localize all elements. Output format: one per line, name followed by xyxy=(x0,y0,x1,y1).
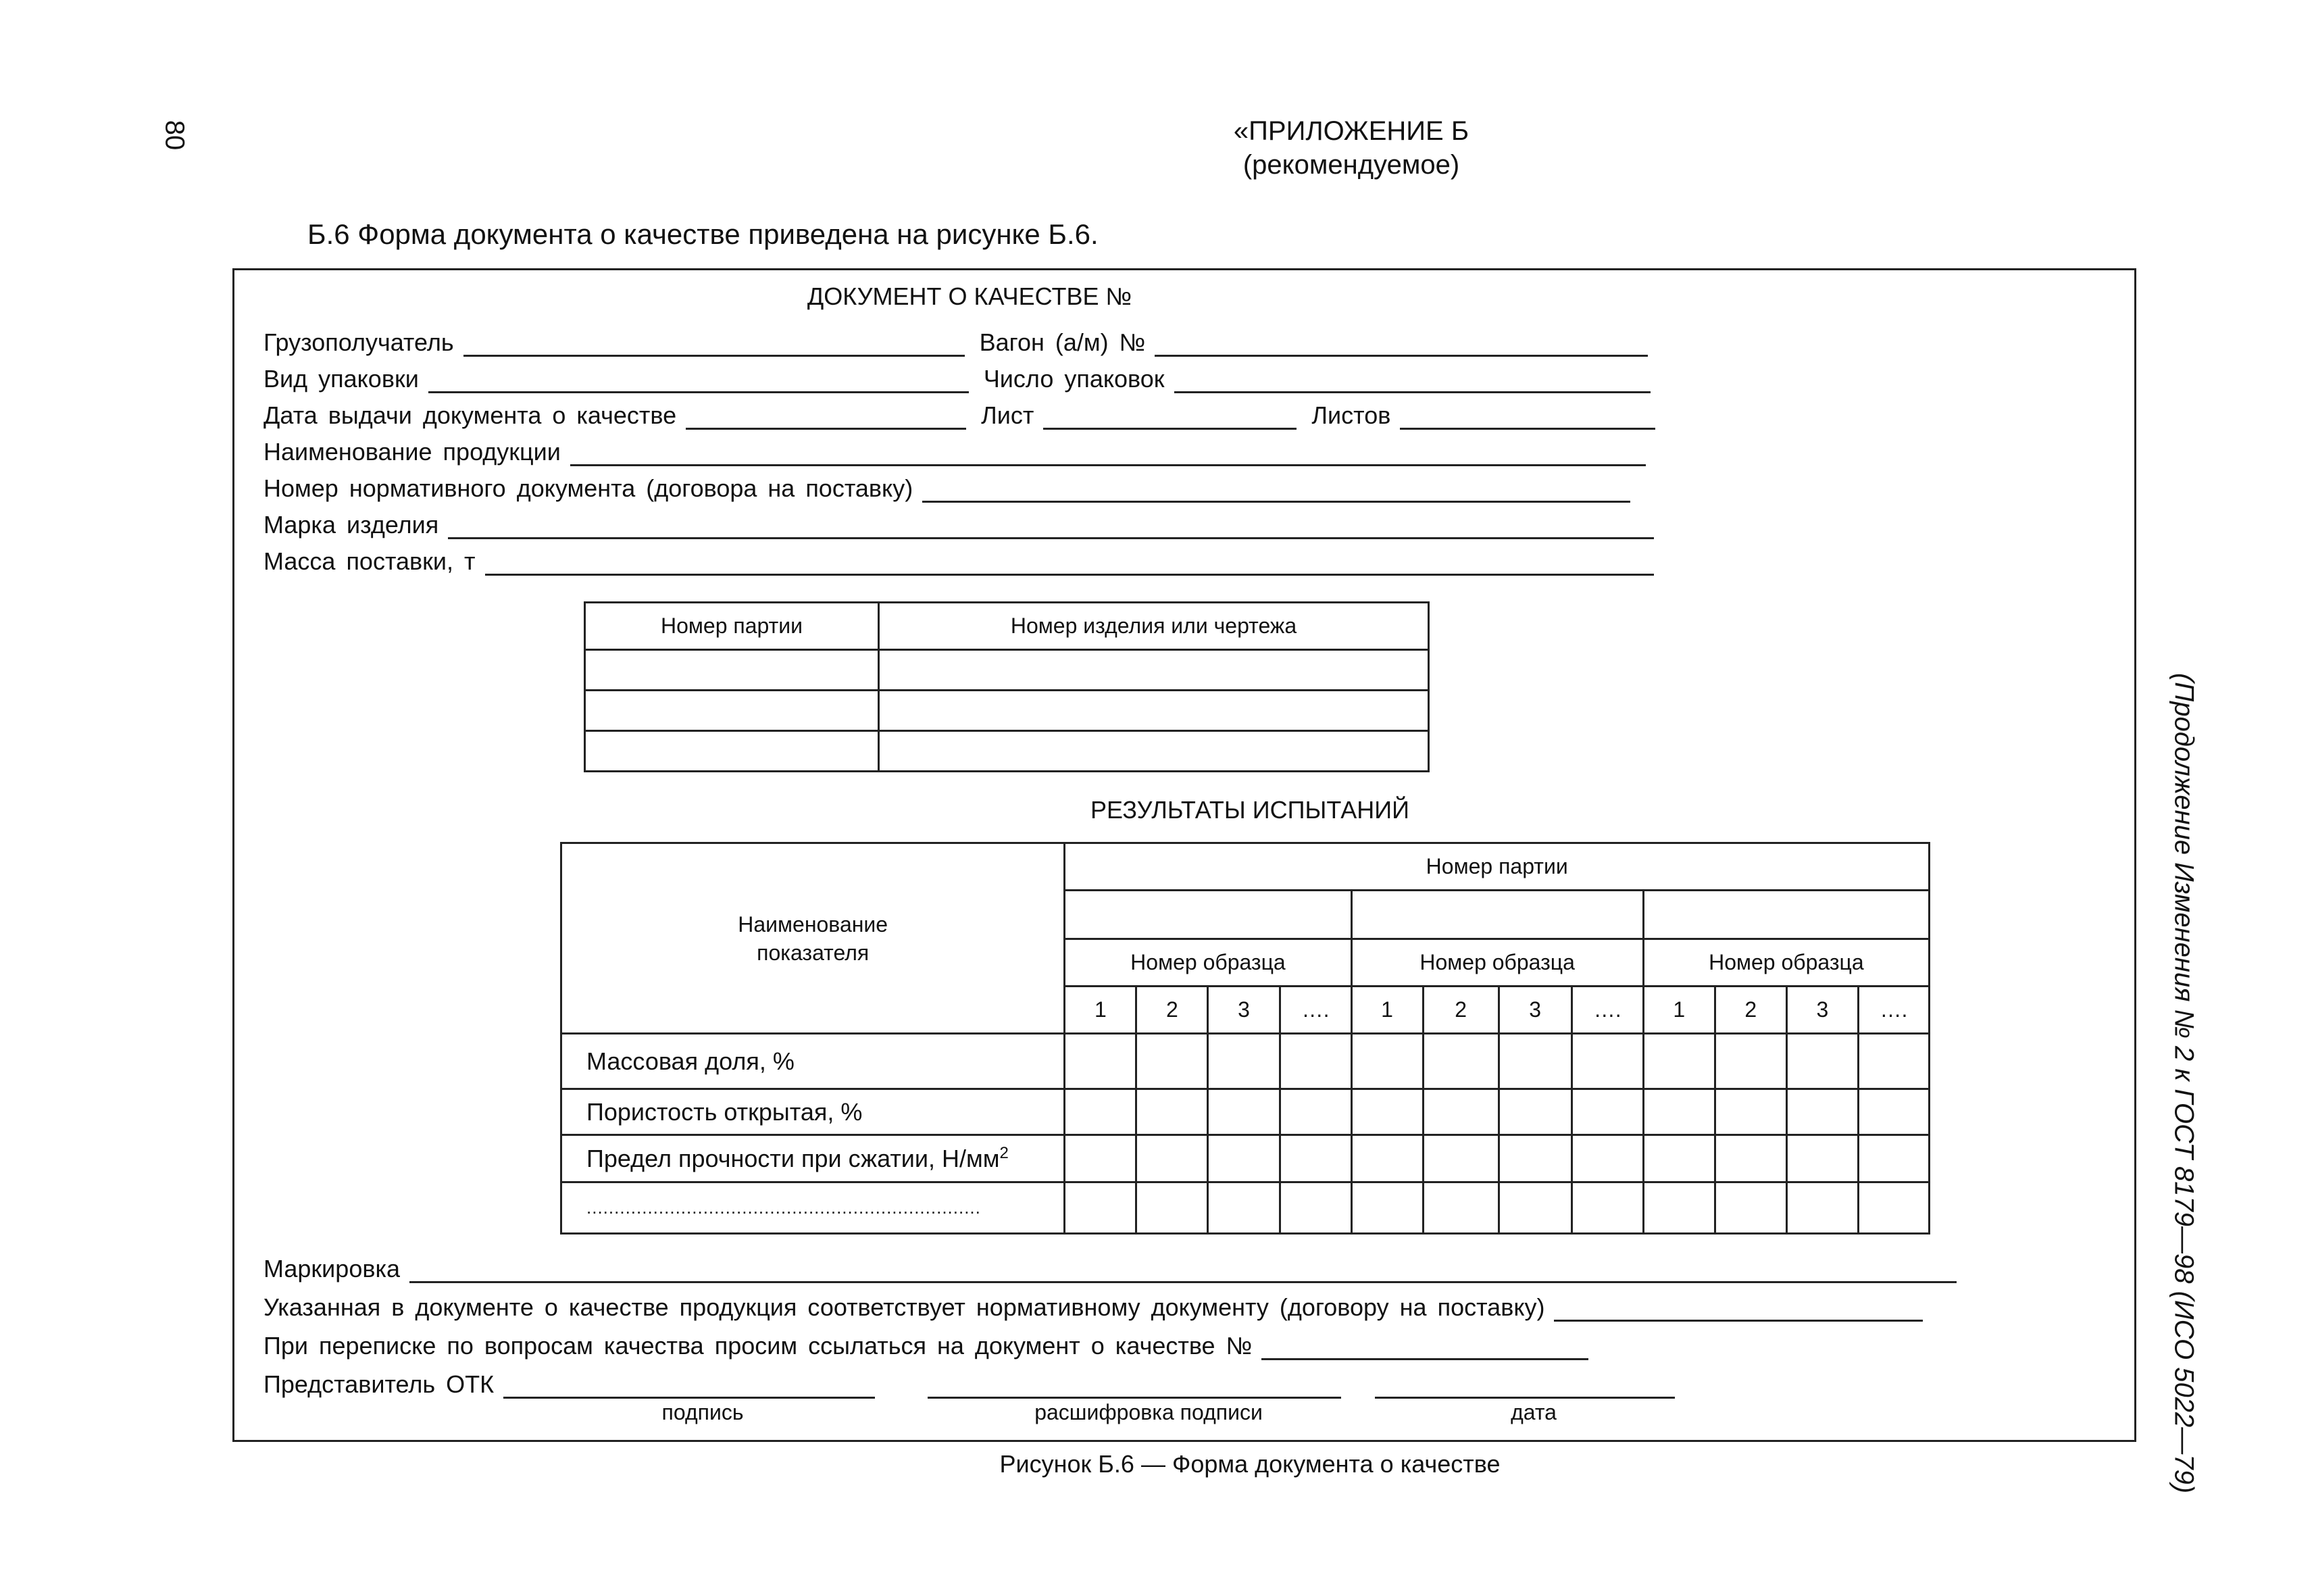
sample-number: 3 xyxy=(1786,987,1858,1034)
batch-table xyxy=(584,601,1430,772)
results-row xyxy=(561,1089,1930,1135)
sample-number: 1 xyxy=(1643,987,1715,1034)
normative-doc-field[interactable] xyxy=(922,478,1630,503)
sample-number: …. xyxy=(1858,987,1929,1034)
mass-label: Масса поставки, т xyxy=(263,547,476,575)
packaging-type-label: Вид упаковки xyxy=(263,365,419,393)
batch-3-cell[interactable] xyxy=(1643,891,1929,939)
marking-row xyxy=(263,1253,1957,1283)
results-title: РЕЗУЛЬТАТЫ ИСПЫТАНИЙ xyxy=(1090,796,1409,824)
batch-number-header: Номер партии xyxy=(1065,843,1930,891)
package-count-label: Число упаковок xyxy=(983,365,1165,393)
wagon-label: Вагон (а/м) № xyxy=(979,328,1146,356)
signature-decoding-caption: расшифровка подписи xyxy=(1034,1400,1263,1424)
compressive-strength-label: Предел прочности при сжатии, Н/мм xyxy=(586,1145,1000,1172)
normative-doc-row xyxy=(263,473,1630,503)
sample-number-header-2: Номер образца xyxy=(1351,939,1643,987)
wagon-field[interactable] xyxy=(1155,332,1648,357)
results-row xyxy=(561,1182,1930,1234)
marking-label: Маркировка xyxy=(263,1255,401,1282)
issue-date-field[interactable] xyxy=(686,405,966,430)
drawing-header: Номер изделия или чертежа xyxy=(879,603,1429,650)
marking-field[interactable] xyxy=(409,1258,1957,1283)
consignee-field[interactable] xyxy=(463,332,965,357)
signature-caption: подпись xyxy=(661,1400,744,1424)
compliance-field[interactable] xyxy=(1554,1297,1923,1322)
mass-row xyxy=(263,546,1654,576)
consignee-row xyxy=(263,327,1648,357)
batch-1-cell[interactable] xyxy=(1065,891,1351,939)
figure-caption: Рисунок Б.6 — Форма документа о качестве xyxy=(999,1450,1501,1478)
compressive-strength-cell xyxy=(561,1135,1065,1182)
sample-number-header-3: Номер образца xyxy=(1643,939,1929,987)
indicator-header-text: Наименование показателя xyxy=(738,912,888,965)
sample-number: 3 xyxy=(1499,987,1571,1034)
table-row xyxy=(585,731,1429,772)
sample-number-header-1: Номер образца xyxy=(1065,939,1351,987)
date-field[interactable] xyxy=(1375,1374,1675,1399)
table-row xyxy=(585,650,1429,691)
consignee-label: Грузополучатель xyxy=(263,328,454,356)
date-caption: дата xyxy=(1511,1400,1557,1424)
mass-field[interactable] xyxy=(485,551,1654,576)
brand-label: Марка изделия xyxy=(263,511,439,539)
indicator-header xyxy=(561,843,1065,1034)
appendix-subtitle: (рекомендуемое) xyxy=(1242,150,1460,180)
product-name-label: Наименование продукции xyxy=(263,438,561,466)
sample-number: 2 xyxy=(1136,987,1208,1034)
sample-number: 2 xyxy=(1715,987,1786,1034)
signature-field[interactable] xyxy=(503,1374,875,1399)
sample-number: 1 xyxy=(1351,987,1423,1034)
batch-cell[interactable] xyxy=(585,691,879,731)
package-count-field[interactable] xyxy=(1174,368,1651,393)
issue-date-row xyxy=(263,400,1655,430)
correspondence-field[interactable] xyxy=(1261,1335,1588,1360)
correspondence-label: При переписке по вопросам качества просим ссылаться на документ о качестве № xyxy=(263,1332,1253,1360)
drawing-cell[interactable] xyxy=(879,731,1429,772)
sheet-label: Лист xyxy=(981,401,1034,429)
additional-row-label: ....................................................................... xyxy=(561,1182,1065,1234)
table-row xyxy=(585,691,1429,731)
intro-text: Б.6 Форма документа о качестве приведена на рисунке Б.6. xyxy=(307,218,1099,250)
brand-field[interactable] xyxy=(448,514,1654,539)
sample-number: 1 xyxy=(1065,987,1136,1034)
sheets-label: Листов xyxy=(1311,401,1391,429)
packaging-row xyxy=(263,364,1651,393)
drawing-cell[interactable] xyxy=(879,691,1429,731)
drawing-cell[interactable] xyxy=(879,650,1429,691)
results-row xyxy=(561,1135,1930,1182)
results-row xyxy=(561,1034,1930,1089)
sample-number: …. xyxy=(1571,987,1643,1034)
product-name-row xyxy=(263,437,1646,466)
representative-label: Представитель ОТК xyxy=(263,1370,495,1398)
representative-row xyxy=(263,1369,1675,1399)
batch-cell[interactable] xyxy=(585,650,879,691)
compliance-row xyxy=(263,1292,1923,1322)
brand-row xyxy=(263,509,1654,539)
batch-2-cell[interactable] xyxy=(1351,891,1643,939)
appendix-title: «ПРИЛОЖЕНИЕ Б xyxy=(1233,116,1469,146)
correspondence-row xyxy=(263,1330,1588,1360)
superscript: 2 xyxy=(999,1144,1009,1162)
sample-number: …. xyxy=(1280,987,1351,1034)
batch-cell[interactable] xyxy=(585,731,879,772)
page-number: 80 xyxy=(159,120,190,151)
mass-fraction-label: Массовая доля, % xyxy=(561,1034,1065,1089)
side-note: (Продолжение Изменения № 2 к ГОСТ 8179—98 (ИСО 5022—79) xyxy=(2169,672,2199,1494)
sample-number: 3 xyxy=(1208,987,1280,1034)
form-title: ДОКУМЕНТ О КАЧЕСТВЕ № xyxy=(807,282,1132,310)
sample-number: 2 xyxy=(1423,987,1499,1034)
porosity-label: Пористость открытая, % xyxy=(561,1089,1065,1135)
product-name-field[interactable] xyxy=(570,441,1646,466)
sheet-field[interactable] xyxy=(1043,405,1297,430)
packaging-type-field[interactable] xyxy=(428,368,969,393)
results-table xyxy=(560,842,1930,1235)
compliance-label: Указанная в документе о качестве продукция соответствует нормативному документу (договору на поставку) xyxy=(263,1293,1545,1321)
sheets-field[interactable] xyxy=(1400,405,1655,430)
batch-header: Номер партии xyxy=(585,603,879,650)
signature-decoding-field[interactable] xyxy=(928,1374,1341,1399)
normative-doc-label: Номер нормативного документа (договора на поставку) xyxy=(263,474,913,502)
issue-date-label: Дата выдачи документа о качестве xyxy=(263,401,677,429)
